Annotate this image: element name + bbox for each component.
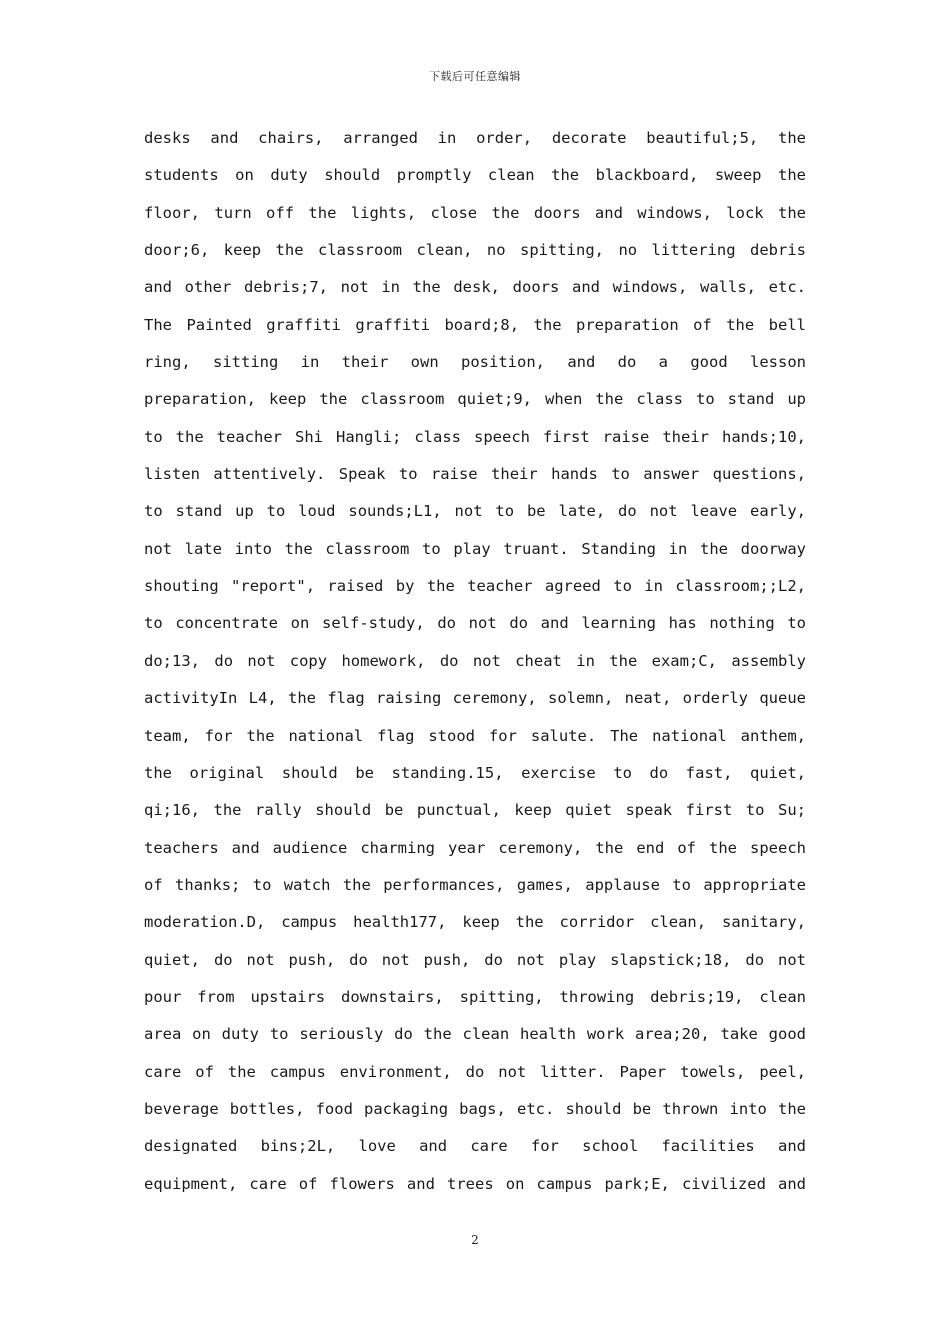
text-line: door;6, keep the classroom clean, no spitting, no littering debris: [144, 241, 806, 260]
text-line: students on duty should promptly clean the blackboard, sweep the: [144, 166, 806, 185]
text-line: care of the campus environment, do not litter. Paper towels, peel,: [144, 1062, 806, 1081]
page-number: 2: [471, 1233, 479, 1247]
text-line: The Painted graffiti graffiti board;8, the preparation of the bell: [144, 315, 806, 334]
text-line: ring, sitting in their own position, and do a good lesson: [144, 353, 806, 372]
text-line: beverage bottles, food packaging bags, etc. should be thrown into the: [144, 1099, 806, 1118]
text-line: of thanks; to watch the performances, games, applause to appropriate: [144, 875, 806, 894]
text-line: pour from upstairs downstairs, spitting, throwing debris;19, clean: [144, 987, 806, 1006]
body-text: [144, 120, 806, 1203]
text-line: activityIn L4, the flag raising ceremony, solemn, neat, orderly queue: [144, 689, 806, 708]
text-line: designated bins;2L, love and care for school facilities and: [144, 1137, 806, 1156]
text-line: teachers and audience charming year ceremony, the end of the speech: [144, 838, 806, 857]
text-line: and other debris;7, not in the desk, doors and windows, walls, etc.: [144, 278, 806, 297]
text-line: desks and chairs, arranged in order, decorate beautiful;5, the: [144, 129, 806, 147]
text-line: team, for the national flag stood for salute. The national anthem,: [144, 726, 806, 745]
text-line: to the teacher Shi Hangli; class speech first raise their hands;10,: [144, 427, 806, 446]
text-line: floor, turn off the lights, close the doors and windows, lock the: [144, 203, 806, 222]
text-line: preparation, keep the classroom quiet;9, when the class to stand up: [144, 390, 806, 409]
text-line: listen attentively. Speak to raise their hands to answer questions,: [144, 465, 806, 484]
text-line: do;13, do not copy homework, do not cheat in the exam;C, assembly: [144, 651, 806, 670]
text-line: shouting "report", raised by the teacher agreed to in classroom;;L2,: [144, 577, 806, 596]
page-header: 下载后可任意编辑: [429, 70, 521, 83]
text-line: area on duty to seriously do the clean health work area;20, take good: [144, 1025, 806, 1044]
text-line: to stand up to loud sounds;L1, not to be late, do not leave early,: [144, 502, 806, 521]
text-line: quiet, do not push, do not push, do not play slapstick;18, do not: [144, 950, 806, 969]
text-line: the original should be standing.15, exercise to do fast, quiet,: [144, 763, 806, 782]
text-line: qi;16, the rally should be punctual, keep quiet speak first to Su;: [144, 801, 806, 820]
text-line: equipment, care of flowers and trees on campus park;E, civilized and: [144, 1174, 806, 1193]
text-line: not late into the classroom to play truant. Standing in the doorway: [144, 539, 806, 558]
text-line: moderation.D, campus health177, keep the corridor clean, sanitary,: [144, 913, 806, 932]
text-line: to concentrate on self-study, do not do and learning has nothing to: [144, 614, 806, 633]
